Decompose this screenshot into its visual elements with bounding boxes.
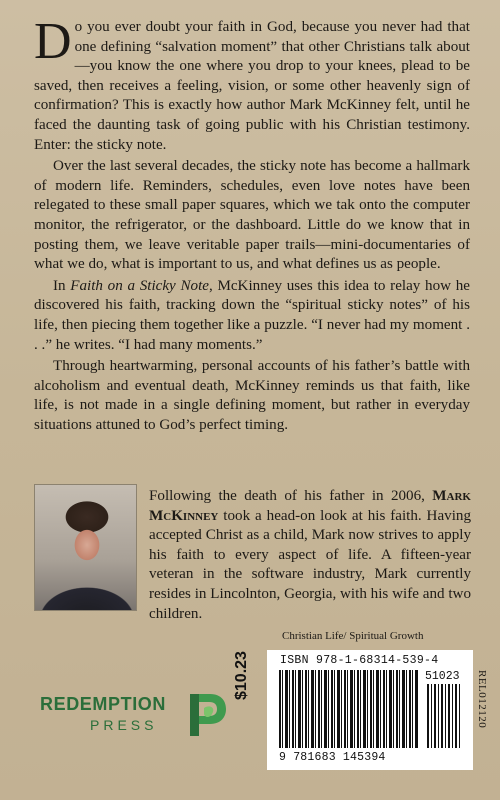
barcode-supplement-bars [427,684,461,748]
blurb-paragraph-2: Over the last several decades, the sticky note has become a hallmark of modern life. Reminders, schedules, even love notes have been relegated to these small paper squares, which we tak onto the computer monitor, the refrigerator, or the dashboard. Little do we know that in posting them, we leave veritable paper trails—mini-documentaries of what we do, what is important to us, and what defines us as people. [34,158,470,273]
barcode-digits: 9 781683 145394 [279,751,386,764]
publisher-name-line2: PRESS [90,717,158,733]
author-bio [149,487,471,624]
back-cover-blurb [34,13,470,437]
category-label: Christian Life/ Spiritual Growth [282,630,424,642]
publisher-name-line1: REDEMPTION [40,694,167,714]
price-label: $10.23 [233,651,250,700]
author-name: Mark McKinney [149,488,471,524]
blurb-paragraph-1-text: o you ever doubt your faith in God, because you never had that one defining “salvation moment” that other Christians talk about—you know the one where you drop to your knees, plead to be saved, then receives a feeling, vision, or some other heavenly sign of confirmation? This is exactly how author Mark McKinney felt, until he faced the daunting task of going public with his Christian testimony. Enter: the sticky note. [34,19,470,153]
drop-cap: D [34,13,72,70]
blurb-paragraph-4: Through heartwarming, personal accounts of his father’s battle with alcoholism and eventual death, McKinney reminds us that faith, like life, is not made in a single defining moment, but rather in everyday situations attuned to God’s perfect timing. [34,358,470,433]
bio-lead: Following the death of his father in 2006, [149,488,433,504]
bio-rest: took a head-on look at his faith. Having accepted Christ as a child, Mark now strives to apply his faith to every aspect of life. A fifteen-year veteran in the software industry, Mark currently resides in Lincolnton, Georgia, with his wife and two children. [149,507,471,622]
barcode-bars [279,670,419,748]
blurb-paragraph-1 [34,13,470,155]
book-title-italic: Faith on a Sticky Note [70,277,209,294]
isbn-number: ISBN 978-1-68314-539-4 [280,654,439,667]
blurb-p3-rest: , McKinney uses this idea to relay how he discovered his faith, tracking down the “spiritual sticky notes” of his life, then piecing them together like a puzzle. “I never had my moment . . .” he writes. “I had many moments.” [34,277,470,353]
blurb-p3-lead: In [53,277,71,294]
catalog-code: REL012120 [476,670,488,729]
publisher-p-mark-icon [186,690,230,740]
publisher-logo [40,686,240,746]
author-photo [34,484,137,611]
barcode [267,650,473,770]
blurb-paragraph-3 [34,277,470,355]
barcode-supplement-number: 51023 [425,670,460,683]
